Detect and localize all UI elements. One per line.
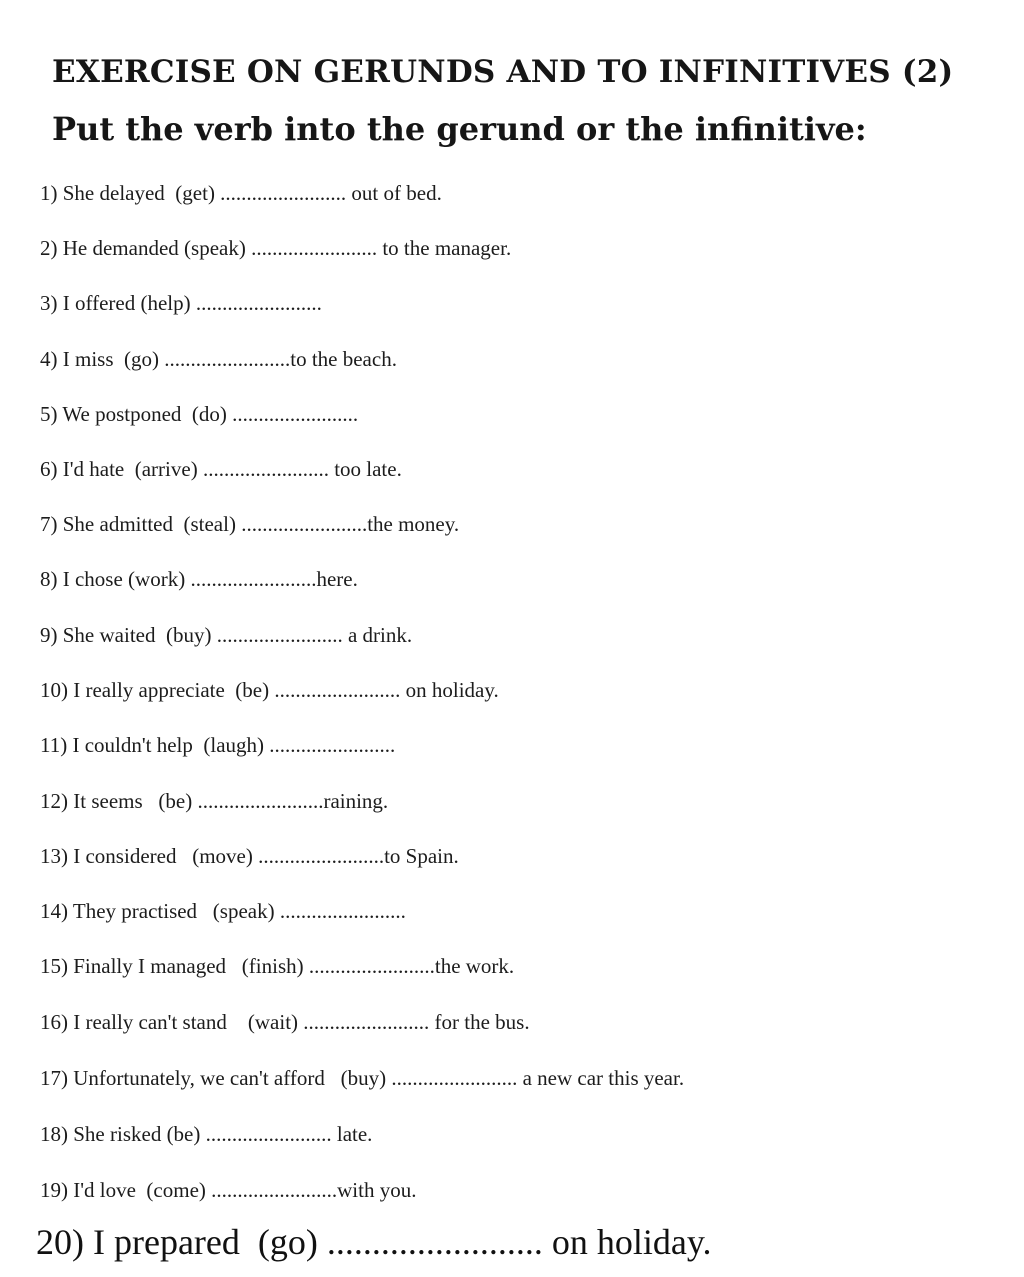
exercise-item-16: 16) I really can't stand (wait) ........................ for the bus. xyxy=(40,1010,530,1034)
exercise-item-4: 4) I miss (go) ........................to the beach. xyxy=(40,347,397,371)
exercise-item-9: 9) She waited (buy) ........................ a drink. xyxy=(40,623,413,647)
exercise-item-3: 3) I offered (help) ........................ xyxy=(40,291,322,315)
exercise-item-2: 2) He demanded (speak) ........................ to the manager. xyxy=(40,236,512,260)
exercise-item-6: 6) I'd hate (arrive) ........................ too late. xyxy=(40,457,402,481)
exercise-item-13: 13) I considered (move) ........................to Spain. xyxy=(40,844,459,868)
exercise-item-8: 8) I chose (work) ........................here. xyxy=(40,567,358,591)
exercise-item-7: 7) She admitted (steal) ........................the money. xyxy=(40,512,460,536)
exercise-item-11: 11) I couldn't help (laugh) ........................ xyxy=(40,733,396,757)
exercise-item-5: 5) We postponed (do) ........................ xyxy=(40,402,359,426)
exercise-item-14: 14) They practised (speak) ........................ xyxy=(40,899,406,923)
exercise-item-15: 15) Finally I managed (finish) ........................the work. xyxy=(40,954,515,978)
exercise-item-18: 18) She risked (be) ........................ late. xyxy=(40,1122,373,1146)
exercise-item-20: 20) I prepared (go) ........................ on holiday. xyxy=(36,1222,712,1262)
exercise-item-12: 12) It seems (be) ........................raining. xyxy=(40,789,389,813)
exercise-item-17: 17) Unfortunately, we can't afford (buy) ........................ a new car this year. xyxy=(40,1066,685,1090)
exercise-item-1: 1) She delayed (get) ........................ out of bed. xyxy=(40,181,442,205)
exercise-item-19: 19) I'd love (come) ........................with you. xyxy=(40,1178,417,1202)
exercise-item-10: 10) I really appreciate (be) ........................ on holiday. xyxy=(40,678,499,702)
worksheet-title: EXERCISE ON GERUNDS AND TO INFINITIVES (2) xyxy=(52,54,954,90)
worksheet-instruction: Put the verb into the gerund or the infinitive: xyxy=(52,110,867,148)
